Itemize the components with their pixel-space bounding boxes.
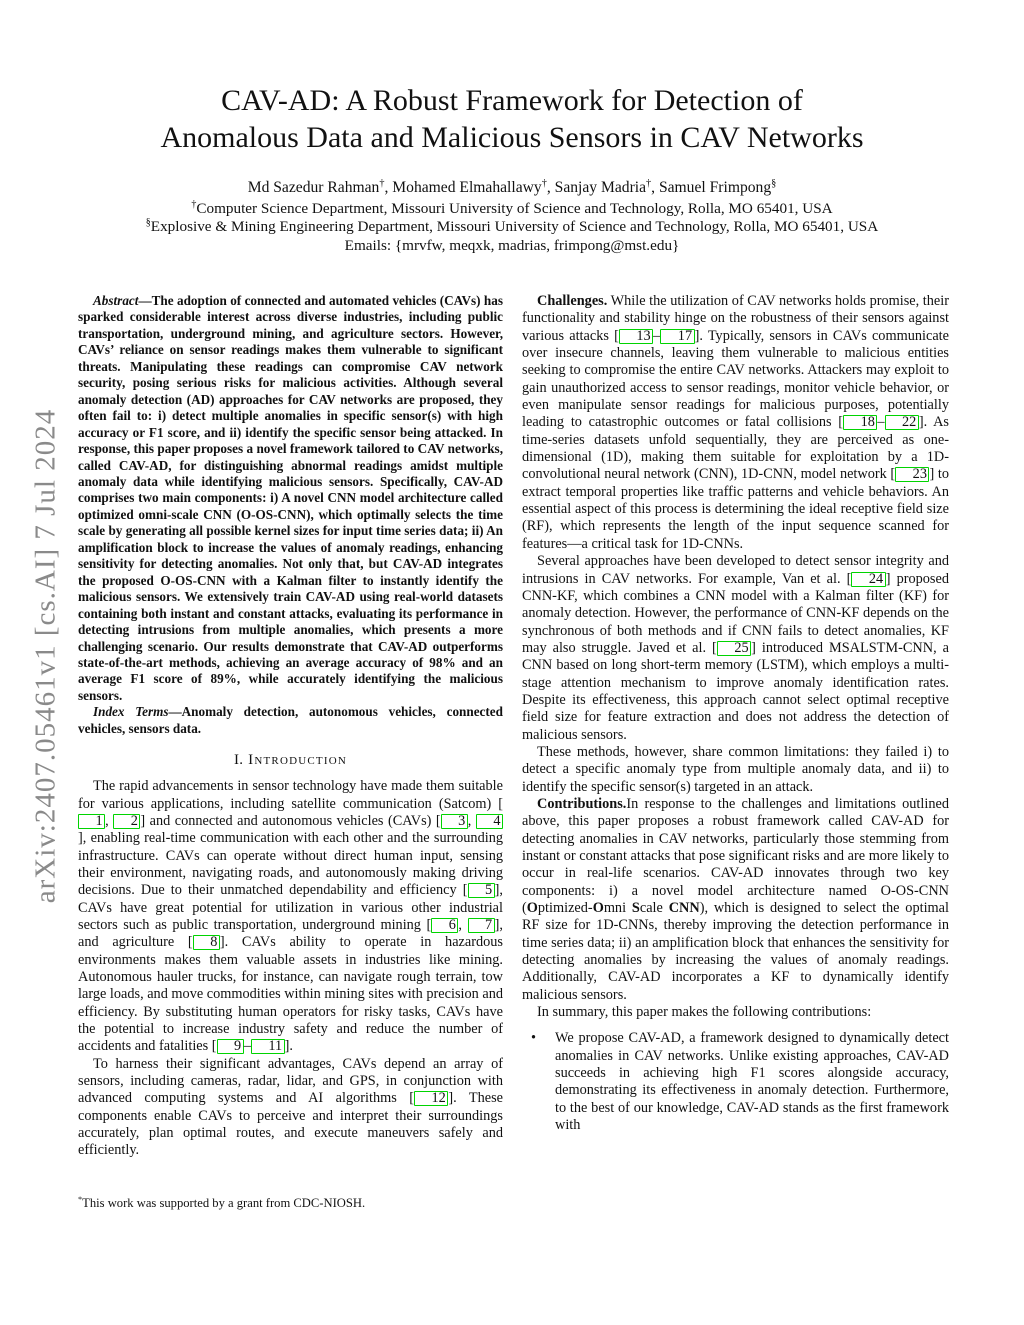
affiliations-block xyxy=(0,200,1024,255)
citation-ref[interactable]: 22 xyxy=(885,415,919,430)
limitations-paragraph: These methods, however, share common limitations: they failed i) to detect a specific anomaly type from multiple anomaly data, and ii) to identify the specific sensor(s) targeted in an attack. xyxy=(522,743,949,795)
citation-ref[interactable]: 23 xyxy=(895,467,929,482)
intro-paragraph-2: To harness their significant advantages, CAVs depend an array of sensors, including cameras, radar, lidar, and GPS, in conjunction with advanced computing systems and AI algorithms [ 12 ]. These components enable CAVs to perceive and interpret their surroundings accurately, plan optimal routes, and execute maneuvers safely and efficiently. xyxy=(78,1055,503,1159)
paper-title xyxy=(0,82,1024,156)
citation-ref[interactable]: 8 xyxy=(193,935,220,950)
index-terms-paragraph: Index Terms—Anomaly detection, autonomous vehicles, connected vehicles, sensors data. xyxy=(78,704,503,736)
citation-ref[interactable]: 24 xyxy=(851,572,885,587)
citation-ref[interactable]: 7 xyxy=(468,918,495,933)
related-work-paragraph: Several approaches have been developed to detect sensor integrity and intrusions in CAV networks. For example, Van et al. [ 24 ] proposed CNN-KF, which combines a CNN model with a Kalman filter (KF) for anomaly detection. However, the performance of CNN-KF depends on the synchronous of both methods and if CNN fails to detect anomalies, KF may also struggle. Javed et al. [ 25 ] introduced MSALSTM-CNN, a CNN based on long short-term memory (LSTM), which employs a multi-stage attention mechanism to improve anomaly identification rates. Despite its effectiveness, this approach cannot select optimal receptive field size for feature extraction and does not address the detection of malicious sensors. xyxy=(522,553,949,743)
contributions-paragraph: Contributions.In response to the challenges and limitations outlined above, this paper proposes a robust framework called CAV-AD for detecting anomalies in CAV networks, particularly those stemming from instant or constant attacks that pose significant risks and are more likely to occur in real-life scenarios. CAV-AD innovates through two key components: i) a novel model architecture named O-OS-CNN (Optimized-Omni Scale CNN), which is designed to select the optimal RF size for 1D-CNNs, thereby improving the detection performance in time series data; ii) an amplification block that enhances the sensitivity for detecting anomalies by increasing the values of anomaly readings. Additionally, CAV-AD incorporates a KF to dynamically identify malicious sensors. xyxy=(522,795,949,1003)
left-column xyxy=(78,293,503,1160)
contribution-bullet-1: • We propose CAV-AD, a framework designed to dynamically detect anomalies in CAV networks. Unlike existing approaches, CAV-AD succeeds in achieving high F1 scores alongside accuracy, demonstrating its effectiveness in anomaly detection. Furthermore, to the best of our knowledge, CAV-AD stands as the first framework with xyxy=(522,1030,949,1134)
emails-line: Emails: {mrvfw, meqxk, madrias, frimpong@mst.edu} xyxy=(344,236,680,254)
paper-title-line-1: CAV-AD: A Robust Framework for Detection of xyxy=(221,84,803,117)
citation-ref[interactable]: 4 xyxy=(476,814,503,829)
citation-ref[interactable]: 5 xyxy=(468,883,495,898)
right-column xyxy=(522,293,949,1135)
section-heading-introduction xyxy=(78,752,503,769)
citation-ref[interactable]: 18 xyxy=(843,415,877,430)
summary-lead-paragraph: In summary, this paper makes the following contributions: xyxy=(537,1004,872,1021)
citation-ref[interactable]: 3 xyxy=(441,814,468,829)
arxiv-watermark: arXiv:2407.05461v1 [cs.AI] 7 Jul 2024 xyxy=(29,408,62,904)
thanks-footnote: *This work was supported by a grant from CDC-NIOSH. xyxy=(78,1194,366,1210)
citation-ref[interactable]: 12 xyxy=(414,1091,448,1106)
affiliation-mining-dept: §Explosive & Mining Engineering Department, Missouri University of Science and Technology, Rolla, MO 65401, USA xyxy=(145,217,879,236)
section-number: I. xyxy=(234,752,244,769)
citation-ref[interactable]: 2 xyxy=(113,814,140,829)
citation-ref[interactable]: 25 xyxy=(717,641,751,656)
citation-ref[interactable]: 11 xyxy=(251,1039,285,1054)
section-title: Introduction xyxy=(248,752,347,769)
citation-ref[interactable]: 1 xyxy=(78,814,105,829)
citation-ref[interactable]: 9 xyxy=(217,1039,244,1054)
abstract-paragraph: Abstract—The adoption of connected and automated vehicles (CAVs) has sparked considerable interest across diverse industries, including public transportation, underground mining, and agriculture sectors. However, CAVs’ reliance on sensor readings makes them vulnerable to significant threats. Manipulating these readings can compromise CAV network security, posing serious risks for malicious activities. Although several anomaly detection (AD) approaches for CAV networks are proposed, they often fail to: i) detect multiple anomalies in specific sensor(s) with high accuracy or F1 score, and ii) identify the specific sensor being attacked. In response, this paper proposes a novel framework tailored to CAV networks, called CAV-AD, for distinguishing abnormal readings amidst multiple anomaly data while identifying malicious sensors. Specifically, CAV-AD comprises two main components: i) A novel CNN model architecture called optimized omni-scale CNN (O-OS-CNN), which optimally selects the time scale by generating all possible kernel sizes for input time series data; ii) An amplification block to increase the values of anomaly readings, enhancing sensitivity for detecting anomalies. Not only that, but CAV-AD integrates the proposed O-OS-CNN with a Kalman filter to instantly identify the malicious sensors. We extensively train CAV-AD using real-world datasets containing both instant and constant attacks, evaluating its performance in detecting intrusions from multiple anomalies, which presents a more challenging scenario. Our results demonstrate that CAV-AD outperforms state-of-the-art methods, achieving an average accuracy of 98% and an average F1 score of 89%, while accurately identifying the malicious sensors. xyxy=(78,293,503,703)
authors-line: Md Sazedur Rahman†, Mohamed Elmahallawy†, Sanjay Madria†, Samuel Frimpong§ xyxy=(247,177,777,196)
citation-ref[interactable]: 13 xyxy=(619,329,653,344)
citation-ref[interactable]: 17 xyxy=(660,329,694,344)
paper-title-line-2: Anomalous Data and Malicious Sensors in CAV Networks xyxy=(160,121,864,154)
affiliation-cs-dept: †Computer Science Department, Missouri University of Science and Technology, Rolla, MO 65401, USA xyxy=(191,198,833,217)
citation-ref[interactable]: 6 xyxy=(431,918,458,933)
intro-paragraph-1: The rapid advancements in sensor technology have made them suitable for various applications, including satellite communication (Satcom) [1 , 2 ] and connected and autonomous vehicles (CAVs) [ 3 , 4], enabling real-time communication with each other and the surrounding infrastructure. CAVs can operate without direct human input, sensing their environment, navigating roads, and autonomously making driving decisions. Due to their unmatched dependability and efficiency [ 5 ], CAVs have great potential for utilization in various other industrial sectors such as public transportation, underground mining [ 6 , 7 ], and agriculture [ 8 ]. CAVs ability to operate in hazardous environments makes them valuable assets in industries like mining. Autonomous hauler trucks, for instance, can navigate rough terrain, tow large loads, and move commodities within mining sites with precision and efficiency. By substituting human operators for risky tasks, CAVs have the potential to increase industry safety and reduce the number of accidents and fatalities [ 9 – 11 ]. xyxy=(78,778,504,1055)
challenges-paragraph: Challenges. While the utilization of CAV networks holds promise, their functionality and stability hinge on the robustness of their sensors against various attacks [ 13 – 17 ]. Typically, sensors in CAVs communicate over insecure channels, leaving them vulnerable to malicious entities seeking to compromise the entire CAV networks. Attackers may exploit to gain unauthorized access to sensor readings, monitor vehicle behavior, or even manipulate sensor readings for malicious purposes, potentially leading to catastrophic outcomes or fatal collisions [ 18 – 22 ]. As time-series datasets unfold sequentially, they are perceived as one-dimensional (1D), making them suitable for exploitation by a 1D-convolutional neural network (CNN), 1D-CNN, model network [ 23 ] to extract temporal properties like traffic patterns and vehicle behaviors. An essential aspect of this process is determining the ideal receptive field size (RF), which represents the length of the input sequence scanned for features—a critical task for 1D-CNNs. xyxy=(522,293,949,552)
